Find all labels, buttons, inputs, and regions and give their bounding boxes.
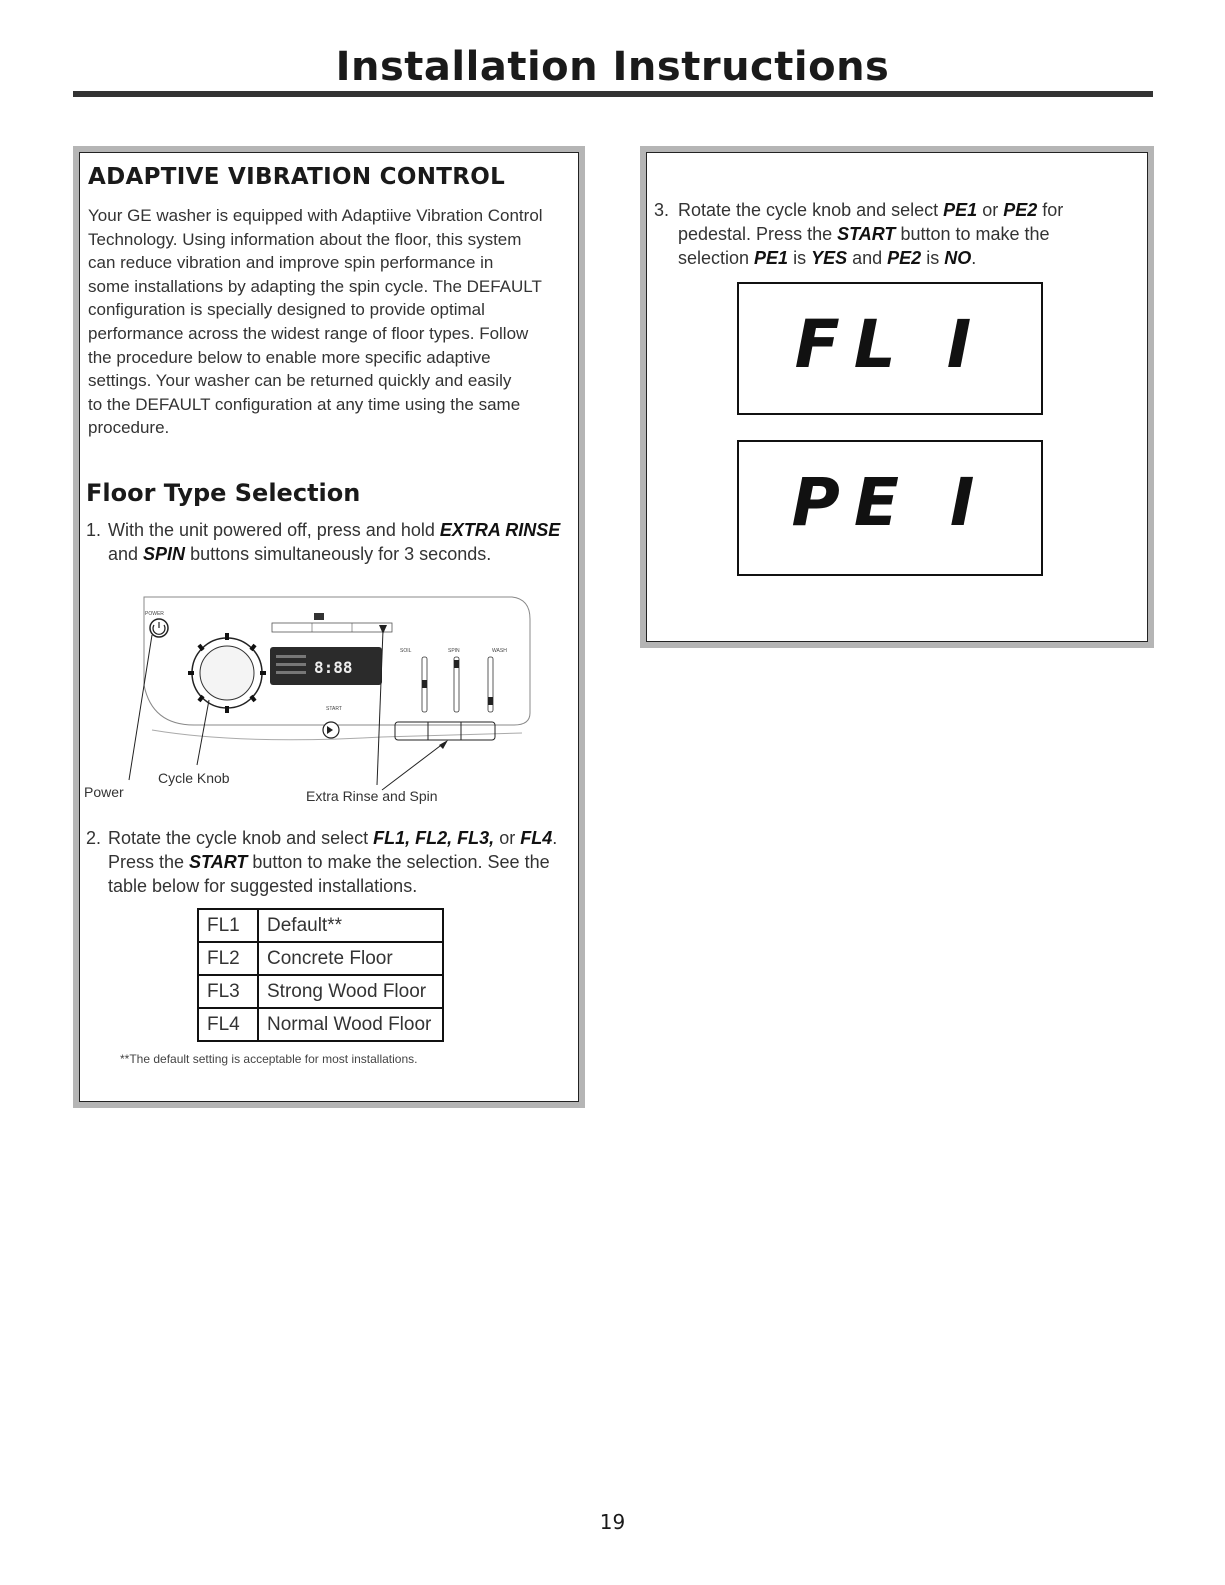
title-rule [73, 91, 1153, 97]
step-text: . [552, 828, 558, 848]
step-text: Rotate the cycle knob and select [678, 200, 944, 220]
step-text: and [108, 544, 144, 564]
step-text: for [1037, 200, 1064, 220]
step-text: is [788, 248, 812, 268]
avc-line: performance across the widest range of floor types. Follow [88, 323, 529, 343]
display-fl1-text: FL I [794, 306, 986, 383]
power-text: POWER [145, 611, 164, 617]
step-text: selection [678, 248, 755, 268]
display-pe1 [737, 440, 1043, 576]
control-panel-diagram [82, 585, 542, 810]
avc-line: Your GE washer is equipped with Adaptiive Vibration Control [88, 206, 543, 225]
fl-desc: Default** [258, 909, 443, 942]
step-text: and [847, 248, 888, 268]
spin-term: SPIN [143, 544, 186, 564]
avc-line: to the DEFAULT configuration at any time using the same [88, 394, 521, 414]
pe1-term: PE1 [754, 248, 789, 268]
avc-line: procedure. [88, 418, 170, 438]
step-text: . [971, 248, 977, 268]
page-number: 19 [599, 1510, 626, 1534]
extra-rinse-term: EXTRA RINSE [439, 520, 561, 540]
fl-code: FL4 [198, 1008, 258, 1041]
soil-text: SOIL [400, 648, 412, 654]
fl-desc: Strong Wood Floor [258, 975, 443, 1008]
step-text: buttons simultaneously for 3 seconds. [185, 544, 492, 564]
avc-line: configuration is specially designed to provide optimal [88, 300, 485, 320]
step-number: 1. [86, 520, 102, 540]
top-button-row [272, 623, 392, 632]
start-text: START [326, 706, 342, 712]
step-text: button to make the selection. See the [247, 852, 550, 872]
step-text: or [977, 200, 1004, 220]
power-label: Power [84, 784, 124, 800]
step-number: 3. [654, 200, 670, 220]
no-term: NO [944, 248, 972, 268]
start-term: START [837, 224, 896, 244]
power-callout [129, 635, 152, 780]
table-row [198, 975, 443, 1008]
display-pe1-text: PE I [791, 464, 989, 541]
fl-options: FL1, FL2, FL3, [373, 828, 495, 848]
extra-rinse-spin-label: Extra Rinse and Spin [306, 788, 438, 804]
step-text: is [921, 248, 945, 268]
e-icon [314, 613, 324, 620]
table-row [198, 909, 443, 942]
yes-term: YES [811, 248, 848, 268]
avc-line: can reduce vibration and improve spin performance in [88, 253, 494, 273]
fl4-option: FL4 [520, 828, 553, 848]
page-title: Installation Instructions [335, 44, 890, 90]
fl-code: FL2 [198, 942, 258, 975]
display-digits: 8:88 [314, 658, 353, 677]
table-row [198, 1008, 443, 1041]
step-1 [86, 518, 576, 566]
step-3 [654, 198, 1134, 270]
step-text: With the unit powered off, press and hold [108, 520, 440, 540]
avc-body [88, 204, 568, 440]
pe1-term: PE1 [943, 200, 978, 220]
step-text: table below for suggested installations. [108, 876, 418, 896]
knob-inner [200, 646, 254, 700]
fl-desc: Normal Wood Floor [258, 1008, 443, 1041]
step-number: 2. [86, 828, 102, 848]
step-text: pedestal. Press the [678, 224, 838, 244]
floor-type-table [197, 908, 444, 1042]
display-fl1 [737, 282, 1043, 415]
fl-code: FL3 [198, 975, 258, 1008]
fl-code: FL1 [198, 909, 258, 942]
avc-heading: ADAPTIVE VIBRATION CONTROL [88, 164, 506, 190]
cycle-knob-label: Cycle Knob [158, 770, 230, 786]
floor-heading: Floor Type Selection [86, 479, 361, 507]
avc-line: the procedure below to enable more specific adaptive [88, 347, 491, 367]
step-text: Rotate the cycle knob and select [108, 828, 374, 848]
footnote: **The default setting is acceptable for most installations. [120, 1052, 418, 1066]
wash-text: WASH [492, 648, 507, 654]
fl-desc: Concrete Floor [258, 942, 443, 975]
table-row [198, 942, 443, 975]
step-text: or [494, 828, 521, 848]
pe2-term: PE2 [887, 248, 922, 268]
step-text: Press the [108, 852, 190, 872]
step-text: button to make the [895, 224, 1050, 244]
avc-line: Technology. Using information about the floor, this system [88, 229, 522, 249]
avc-line: some installations by adapting the spin cycle. The DEFAULT [88, 276, 542, 296]
pe2-term: PE2 [1003, 200, 1038, 220]
spin-text: SPIN [448, 648, 460, 654]
spin-callout [382, 743, 444, 790]
knob-callout [197, 700, 209, 765]
start-term: START [189, 852, 248, 872]
avc-line: settings. Your washer can be returned quickly and easily [88, 371, 512, 391]
step-2 [86, 826, 576, 898]
